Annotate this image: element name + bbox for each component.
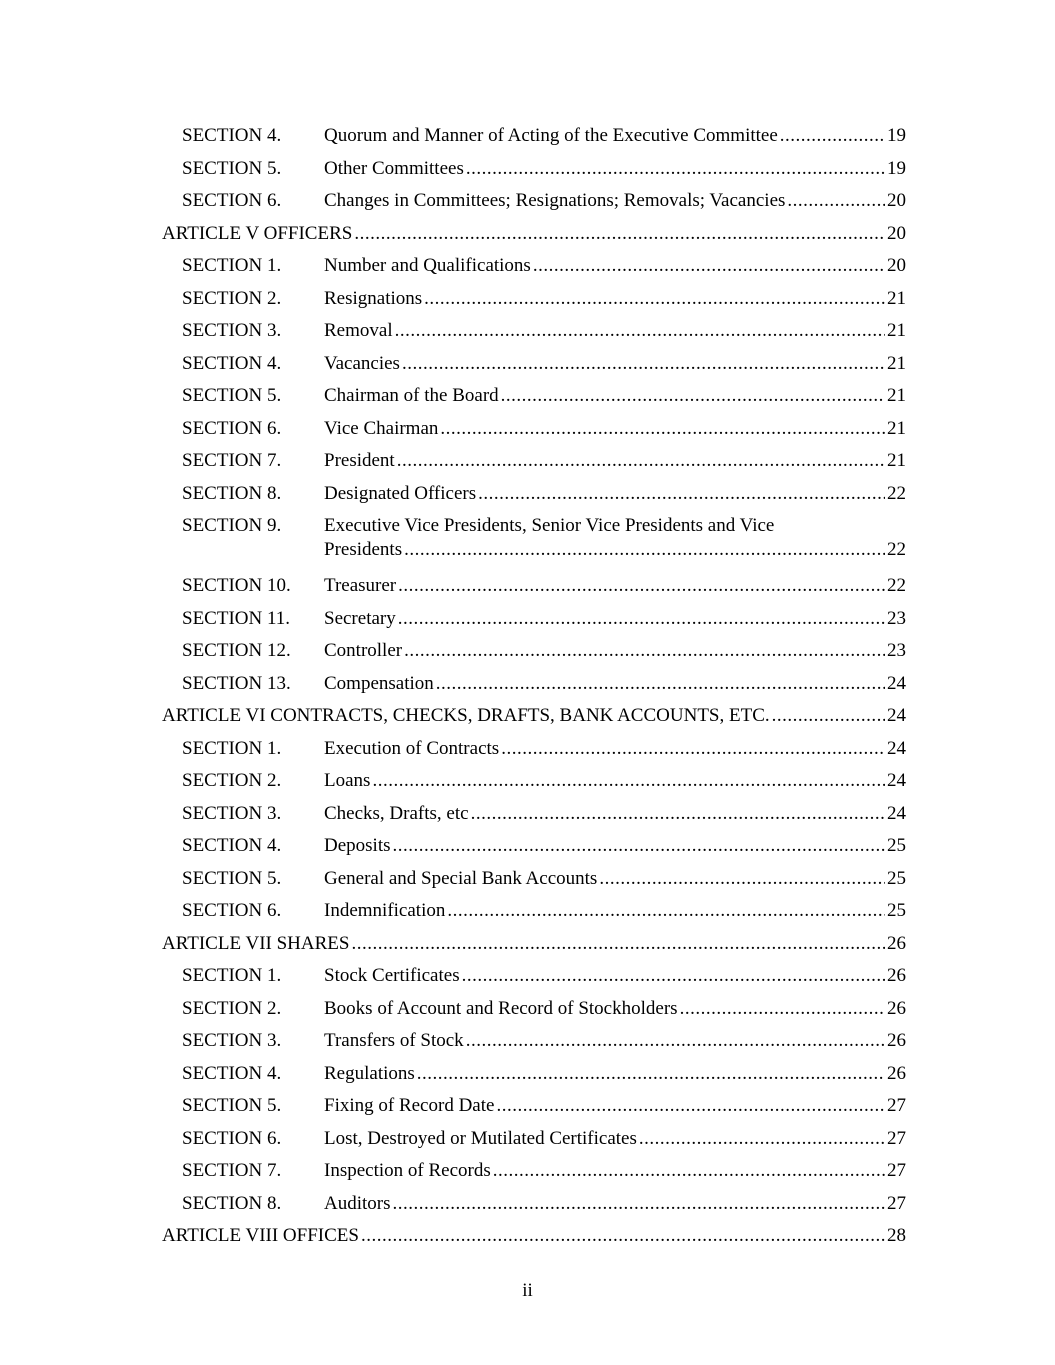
toc-page-number: 28 [887,1225,906,1246]
toc-page-number: 19 [887,125,906,146]
toc-page-number: 24 [887,802,906,824]
toc-section-number: SECTION 8. [182,482,282,504]
toc-section-number: SECTION 4. [182,125,282,146]
toc-dot-leader [397,445,885,478]
toc-section-entry[interactable] [162,668,906,701]
toc-entry-title: General and Special Bank Accounts [324,867,598,889]
toc-dot-leader [398,570,885,603]
toc-dot-leader [402,348,885,381]
toc-section-entry[interactable] [162,1058,906,1091]
toc-section-entry[interactable] [162,1090,906,1123]
toc-dot-leader [404,538,885,562]
toc-section-entry[interactable] [162,315,906,348]
toc-section-entry[interactable] [162,380,906,413]
toc-entry-title: Stock Certificates [324,965,460,986]
toc-entry-title: ARTICLE V OFFICERS [162,222,353,244]
toc-section-number: SECTION 5. [182,157,282,179]
toc-entry-title: Checks, Drafts, etc [324,802,469,824]
toc-entry-title: Vice Chairman [324,417,439,439]
toc-section-entry[interactable] [162,153,906,186]
toc-dot-leader [787,185,885,218]
toc-page-number: 20 [887,255,906,276]
toc-entry-title: Fixing of Record Date [324,1095,495,1116]
toc-section-number: SECTION 11. [182,607,291,629]
toc-dot-leader [501,380,885,413]
toc-section-number: SECTION 6. [182,190,282,211]
toc-dot-leader [393,830,886,863]
toc-dot-leader [424,283,885,316]
toc-section-number: SECTION 2. [182,997,282,1019]
toc-section-number: SECTION 4. [182,835,282,856]
toc-section-entry[interactable] [162,348,906,381]
toc-dot-leader [440,413,885,446]
toc-page-number: 21 [887,320,906,341]
toc-dot-leader [501,733,885,766]
toc-section-entry[interactable] [162,830,906,863]
toc-dot-leader [780,120,885,153]
toc-page-number: 26 [887,965,906,986]
table-of-contents [162,120,906,1253]
toc-section-entry[interactable] [162,733,906,766]
toc-page-number: 24 [887,705,906,726]
toc-dot-leader [393,1188,886,1221]
toc-entry-title: Chairman of the Board [324,385,499,406]
toc-dot-leader [466,1025,885,1058]
toc-entry-title: Changes in Committees; Resignations; Removals; Vacancies [324,190,786,211]
toc-section-entry[interactable] [162,478,906,511]
page-number: ii [522,1280,533,1301]
toc-page-number: 21 [887,287,906,309]
toc-section-number: SECTION 4. [182,1062,282,1084]
toc-article-entry[interactable] [162,928,906,961]
toc-page-number: 22 [887,539,906,560]
toc-dot-leader [436,668,885,701]
toc-page-number: 26 [887,997,906,1019]
toc-section-entry[interactable] [162,413,906,446]
toc-dot-leader [466,153,885,186]
toc-entry-title: ARTICLE VI CONTRACTS, CHECKS, DRAFTS, BANK ACCOUNTS, ETC. [162,705,770,726]
toc-section-number: SECTION 5. [182,385,282,406]
toc-section-entry[interactable] [162,603,906,636]
toc-section-number: SECTION 2. [182,770,282,791]
toc-section-entry[interactable] [162,635,906,668]
toc-section-entry[interactable] [162,798,906,831]
toc-section-entry[interactable] [162,445,906,478]
toc-section-number: SECTION 10. [182,575,291,596]
toc-section-number: SECTION 12. [182,640,291,661]
toc-section-entry[interactable] [162,863,906,896]
toc-entry-title: Designated Officers [324,482,477,504]
toc-section-entry[interactable] [162,570,906,603]
toc-page-number: 20 [887,190,906,211]
toc-dot-leader [417,1058,885,1091]
toc-entry-title: Other Committees [324,157,464,179]
toc-page-number: 24 [887,672,906,694]
toc-section-number: SECTION 3. [182,1030,282,1051]
toc-entry-title: Treasurer [324,575,397,596]
toc-page-number: 26 [887,1062,906,1084]
toc-page-number: 27 [887,1127,906,1149]
toc-dot-leader [354,218,885,251]
toc-section-number: SECTION 13. [182,672,291,694]
toc-page-number: 21 [887,385,906,406]
toc-page-number: 22 [887,482,906,504]
toc-page-number: 27 [887,1160,906,1181]
toc-page-number: 25 [887,835,906,856]
toc-dot-leader [533,250,885,283]
toc-section-number: SECTION 5. [182,1095,282,1116]
toc-dot-leader [395,315,885,348]
toc-section-number: SECTION 6. [182,1127,282,1149]
toc-page-number: 26 [887,932,906,954]
toc-page-number: 23 [887,607,906,629]
toc-dot-leader [447,895,885,928]
toc-section-number: SECTION 8. [182,1192,282,1214]
toc-entry-title: Transfers of Stock [324,1030,464,1051]
toc-entry-title: Execution of Contracts [324,737,500,759]
toc-entry-title: Books of Account and Record of Stockholders [324,997,678,1019]
toc-entry-title: Quorum and Manner of Acting of the Executive Committee [324,125,778,146]
toc-dot-leader [599,863,885,896]
toc-section-entry[interactable] [162,1155,906,1188]
toc-dot-leader [398,603,885,636]
toc-section-number: SECTION 4. [182,352,282,374]
toc-entry-title: Secretary [324,607,396,629]
toc-page-number: 27 [887,1095,906,1116]
toc-dot-leader [404,635,885,668]
toc-entry-title: ARTICLE VII SHARES [162,932,350,954]
toc-section-entry[interactable] [162,1025,906,1058]
toc-dot-leader [351,928,885,961]
toc-section-entry[interactable] [162,250,906,283]
toc-page-number: 25 [887,900,906,921]
toc-entry-title: Resignations [324,287,423,309]
toc-dot-leader [639,1123,885,1156]
toc-section-entry[interactable] [162,120,906,153]
toc-entry-title: Inspection of Records [324,1160,491,1181]
toc-entry-title: Deposits [324,835,391,856]
toc-dot-leader [372,765,885,798]
toc-entry-title: Loans [324,770,371,791]
toc-dot-leader [496,1090,885,1123]
toc-section-entry[interactable] [162,1123,906,1156]
toc-section-number: SECTION 1. [182,255,282,276]
toc-article-entry[interactable] [162,218,906,251]
toc-section-entry[interactable] [162,283,906,316]
toc-entry-title: Controller [324,640,403,661]
toc-section-entry[interactable] [162,514,906,570]
toc-page-number: 24 [887,770,906,791]
toc-page-number: 19 [887,157,906,179]
toc-section-number: SECTION 2. [182,287,282,309]
toc-article-entry[interactable] [162,1220,906,1253]
toc-entry-title: Indemnification [324,900,446,921]
toc-page-number: 26 [887,1030,906,1051]
toc-dot-leader [361,1220,885,1253]
toc-entry-title: Auditors [324,1192,391,1214]
toc-entry-title: Removal [324,320,393,341]
toc-section-number: SECTION 3. [182,802,282,824]
toc-entry-title: President [324,450,395,471]
toc-dot-leader [471,798,885,831]
toc-page-number: 20 [887,222,906,244]
toc-dot-leader [478,478,885,511]
toc-section-entry[interactable] [162,185,906,218]
toc-page-number: 27 [887,1192,906,1214]
toc-section-number: SECTION 5. [182,867,282,889]
toc-section-entry[interactable] [162,765,906,798]
toc-section-entry[interactable] [162,895,906,928]
toc-dot-leader [680,993,885,1026]
toc-section-entry[interactable] [162,993,906,1026]
toc-dot-leader [772,700,885,733]
toc-section-number: SECTION 3. [182,320,282,341]
toc-section-entry[interactable] [162,1188,906,1221]
toc-page-number: 21 [887,352,906,374]
toc-section-entry[interactable] [162,960,906,993]
toc-section-number: SECTION 9. [182,515,282,536]
toc-section-number: SECTION 7. [182,450,282,471]
toc-entry-title: Lost, Destroyed or Mutilated Certificates [324,1127,637,1149]
toc-dot-leader [493,1155,885,1188]
toc-article-entry[interactable] [162,700,906,733]
toc-entry-title: Number and Qualifications [324,255,531,276]
toc-page-number: 24 [887,737,906,759]
toc-entry-title: Executive Vice Presidents, Senior Vice Presidents and Vice [324,515,775,536]
toc-section-number: SECTION 1. [182,737,282,759]
toc-section-number: SECTION 7. [182,1160,282,1181]
toc-page-number: 25 [887,867,906,889]
toc-page-number: 23 [887,640,906,661]
toc-entry-title: Regulations [324,1062,415,1084]
toc-page-number: 21 [887,450,906,471]
toc-entry-title-continued: Presidents [324,539,403,560]
toc-dot-leader [462,960,885,993]
toc-section-number: SECTION 6. [182,900,282,921]
toc-entry-title: Vacancies [324,352,400,374]
toc-section-number: SECTION 1. [182,965,282,986]
toc-page-number: 22 [887,575,906,596]
toc-entry-title: Compensation [324,672,434,694]
toc-section-number: SECTION 6. [182,417,282,439]
toc-page-number: 21 [887,417,906,439]
toc-entry-title: ARTICLE VIII OFFICES [162,1225,359,1246]
